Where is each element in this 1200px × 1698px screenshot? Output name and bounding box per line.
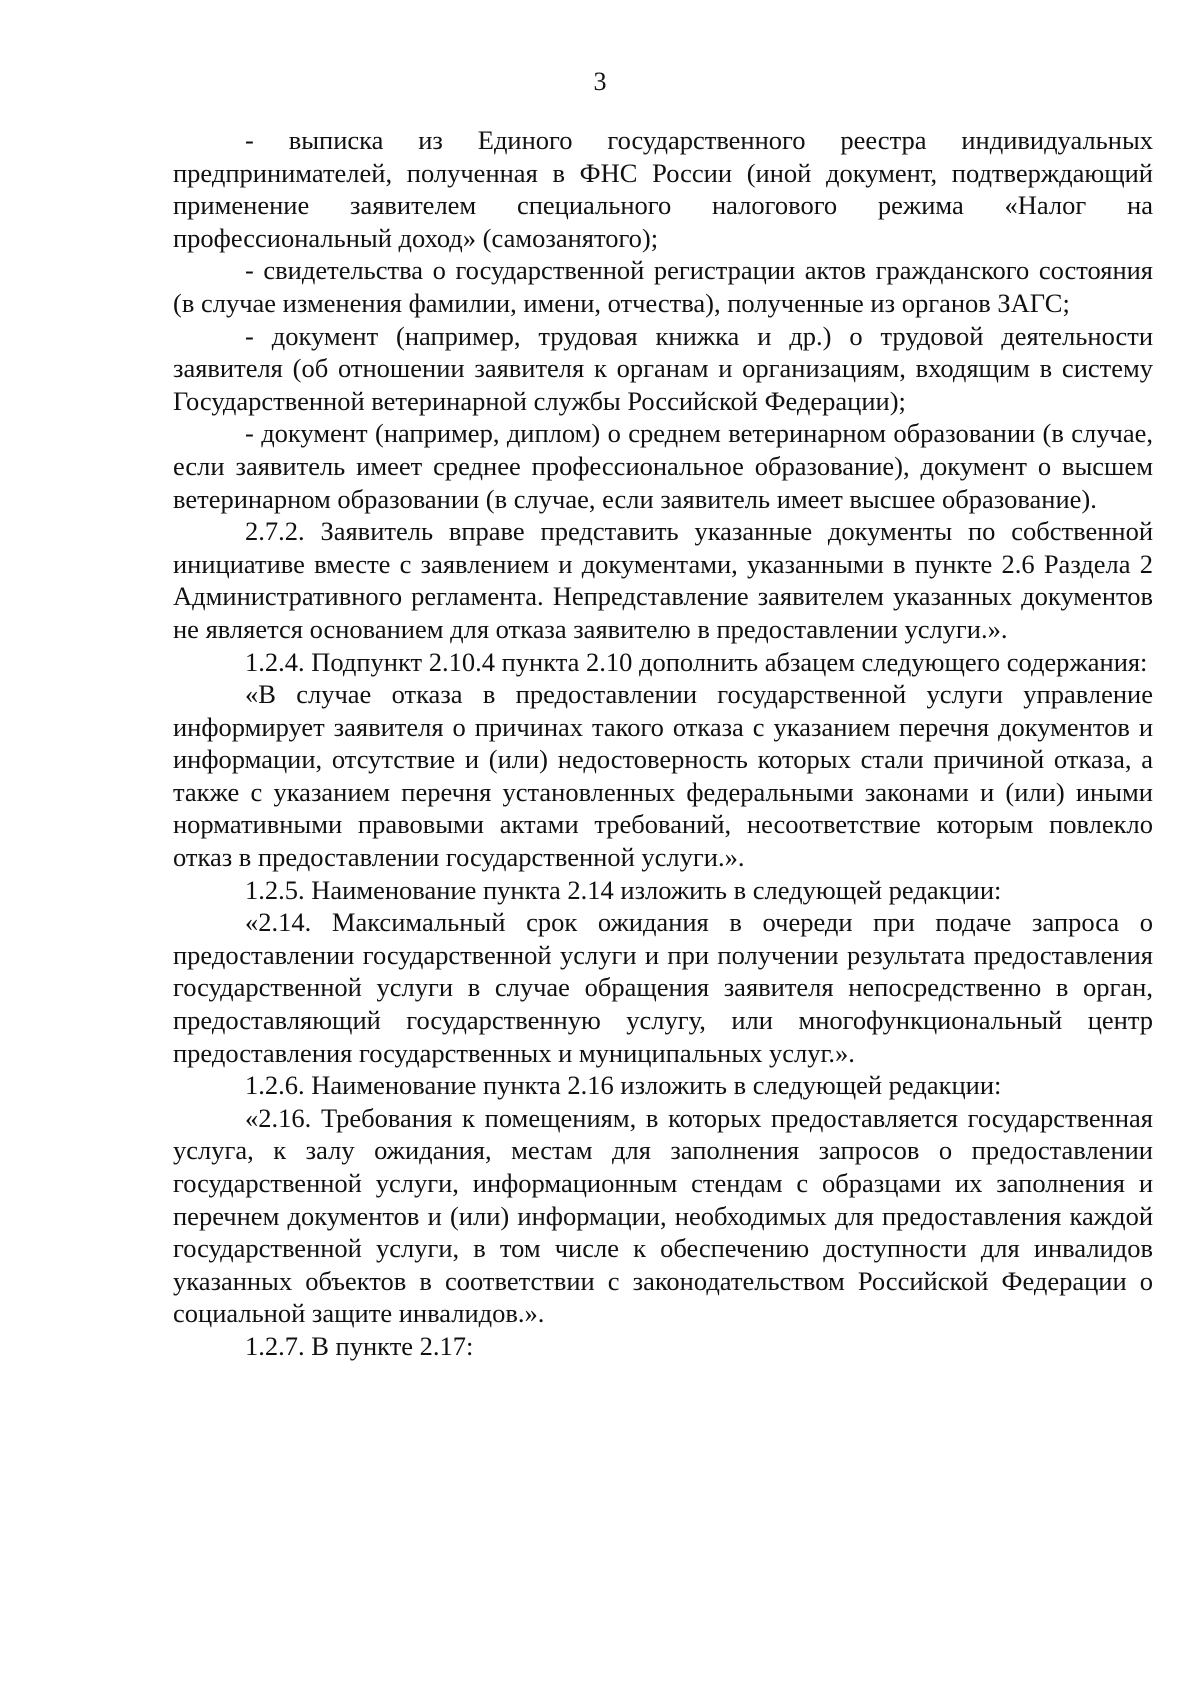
list-item-education-document: - документ (например, диплом) о среднем ветеринарном образовании (в случае, если заявитель имеет среднее профессиональное образование), документ о высшем ветеринарном образовании (в случае, если заявитель имеет высшее образование). [173,418,1153,514]
paragraph-2-16: «2.16. Требования к помещениям, в которых предоставляется государственная услуга, к залу ожидания, местам для заполнения запросов о предоставлении государственной услуги, информационным стендам с образцами их заполнения и перечнем документов и (или) информации, необходимых для предоставления каждой государственной услуги, в том числе к обеспечению доступности для инвалидов указанных объектов в соответствии с законодательством Российской Федерации о социальной защите инвалидов.». [173,1102,1153,1329]
document-body [173,124,1153,1363]
paragraph-1-2-7: 1.2.7. В пункте 2.17: [245,1330,474,1361]
list-item-ip-registry-extract: - выписка из Единого государственного реестра индивидуальных предпринимателей, полученная в ФНС России (иной документ, подтверждающий применение заявителем специального налогового режима «Налог на профессиональный доход» (самозанятого); [173,125,1153,253]
paragraph-1-2-4: 1.2.4. Подпункт 2.10.4 пункта 2.10 дополнить абзацем следующего содержания: [245,646,1148,677]
page-number: 3 [593,67,607,96]
list-item-civil-status-certificates: - свидетельства о государственной регистрации актов гражданского состояния (в случае изменения фамилии, имени, отчества), полученные из органов ЗАГС; [173,255,1153,318]
paragraph-2-7-2: 2.7.2. Заявитель вправе представить указанные документы по собственной инициативе вместе с заявлением и документами, указанными в пункте 2.6 Раздела 2 Административного регламента. Непредставление заявителем указанных документов не является основанием для отказа заявителю в предоставлении услуги.». [173,516,1153,644]
paragraph-refusal-notice: «В случае отказа в предоставлении государственной услуги управление информирует заявителя о причинах такого отказа с указанием перечня документов и информации, отсутствие и (или) недостоверность которых стали причиной отказа, а также с указанием перечня установленных федеральными законами и (или) иными нормативными правовыми актами требований, несоответствие которым повлекло отказ в предоставлении государственной услуги.». [173,679,1153,873]
paragraph-2-14: «2.14. Максимальный срок ожидания в очереди при подаче запроса о предоставлении государственной услуги и при получении результата предоставления государственной услуги в случае обращения заявителя непосредственно в орган, предоставляющий государственную услугу, или многофункциональный центр предоставления государственных и муниципальных услуг.». [173,907,1153,1068]
paragraph-1-2-5: 1.2.5. Наименование пункта 2.14 изложить в следующей редакции: [245,874,1002,905]
list-item-employment-document: - документ (например, трудовая книжка и др.) о трудовой деятельности заявителя (об отношении заявителя к органам и организациям, входящим в систему Государственной ветеринарной службы Российской Федерации); [173,320,1153,416]
paragraph-1-2-6: 1.2.6. Наименование пункта 2.16 изложить в следующей редакции: [245,1070,1002,1101]
